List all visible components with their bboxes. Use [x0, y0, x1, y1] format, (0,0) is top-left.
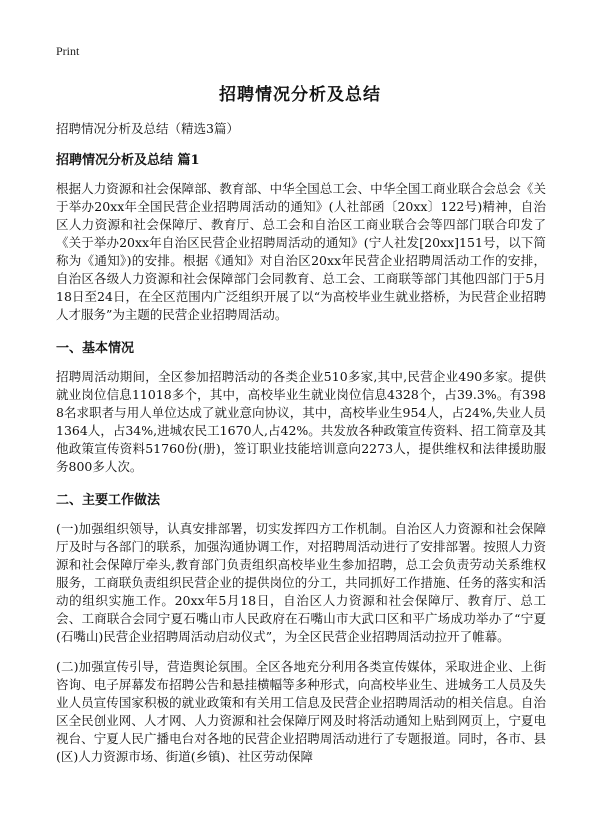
practice-paragraph-1: (一)加强组织领导，认真安排部署，切实发挥四方工作机制。自治区人力资源和社会保障厅及时与各部门的联系，加强沟通协调工作，对招聘周活动进行了安排部署。按照人力资源和社会保障厅牵头,教育部门负责组织高校毕业生参加招聘，总工会负责劳动关系维权服务，工商联负责组织民营企业的提供岗位的分工，共同抓好工作措施、任务的落实和活动的组织实施工作。20xx年5月18日，自治区人力资源和社会保障厅、教育厅、总工会、工商联合会同宁夏石嘴山市人民政府在石嘴山市大武口区和平广场成功举办了“宁夏(石嘴山)民营企业招聘周活动启动仪式”，为全区民营企业招聘周活动拉开了帷幕。 — [56, 521, 546, 644]
heading-main-practices: 二、主要工作做法 — [56, 493, 161, 508]
section-title: 招聘情况分析及总结 篇1 — [56, 153, 200, 168]
document-body — [56, 120, 546, 778]
document-title: 招聘情况分析及总结 — [219, 85, 381, 105]
practice-paragraph-2: (二)加强宣传引导，营造舆论氛围。全区各地充分利用各类宣传媒体，采取进企业、上街咨询、电子屏幕发布招聘公告和悬挂横幅等多种形式，向高校毕业生、进城务工人员及失业人员宣传国家积极的就业政策和有关用工信息及民营企业招聘周活动的相关信息。自治区全民创业网、人才网、人力资源和社会保障厅网及时将活动通知上贴到网页上，宁夏电视台、宁夏人民广播电台对各地的民营企业招聘周活动进行了专题报道。同时，各市、县(区)人力资源市场、街道(乡镇)、社区劳动保障 — [56, 659, 546, 764]
heading-basic-situation: 一、基本情况 — [56, 341, 135, 356]
intro-paragraph: 根据人力资源和社会保障部、教育部、中华全国总工会、中华全国工商业联合会总会《关于举办20xx年全国民营企业招聘周活动的通知》(人社部函〔20xx〕122号)精神，自治区人力资源和社会保障厅、教育厅、总工会和自治区工商业联合会等四部门联合印发了《关于举办20xx年自治区民营企业招聘周活动的通知》(宁人社发[20xx]151号，以下简称为《通知》)的安排。根据《通知》对自治区20xx年民营企业招聘周活动工作的安排，自治区各级人力资源和社会保障部门会同教育、总工会、工商联等部门其他四部门于5月18日至24日，在全区范围内广泛组织开展了以“为高校毕业生就业搭桥，为民营企业招聘人才服务”为主题的民营企业招聘周活动。 — [56, 181, 546, 322]
document-subtitle: 招聘情况分析及总结（精选3篇） — [56, 121, 239, 136]
print-link[interactable]: Print — [56, 44, 80, 58]
basic-situation-paragraph: 招聘周活动期间，全区参加招聘活动的各类企业510多家,其中,民营企业490多家。提供就业岗位信息11018多个，其中，高校毕业生就业岗位信息4328个，占39.3%。有3988名求职者与用人单位达成了就业意向协议，其中，高校毕业生954人，占24%,失业人员1364人，占34%,进城农民工1670人,占42%。共发放各种政策宣传资料、招工简章及其他政策宣传资料51760份(册)，签订职业技能培训意向2273人，提供维权和法律援助服务800多人次。 — [56, 369, 546, 474]
